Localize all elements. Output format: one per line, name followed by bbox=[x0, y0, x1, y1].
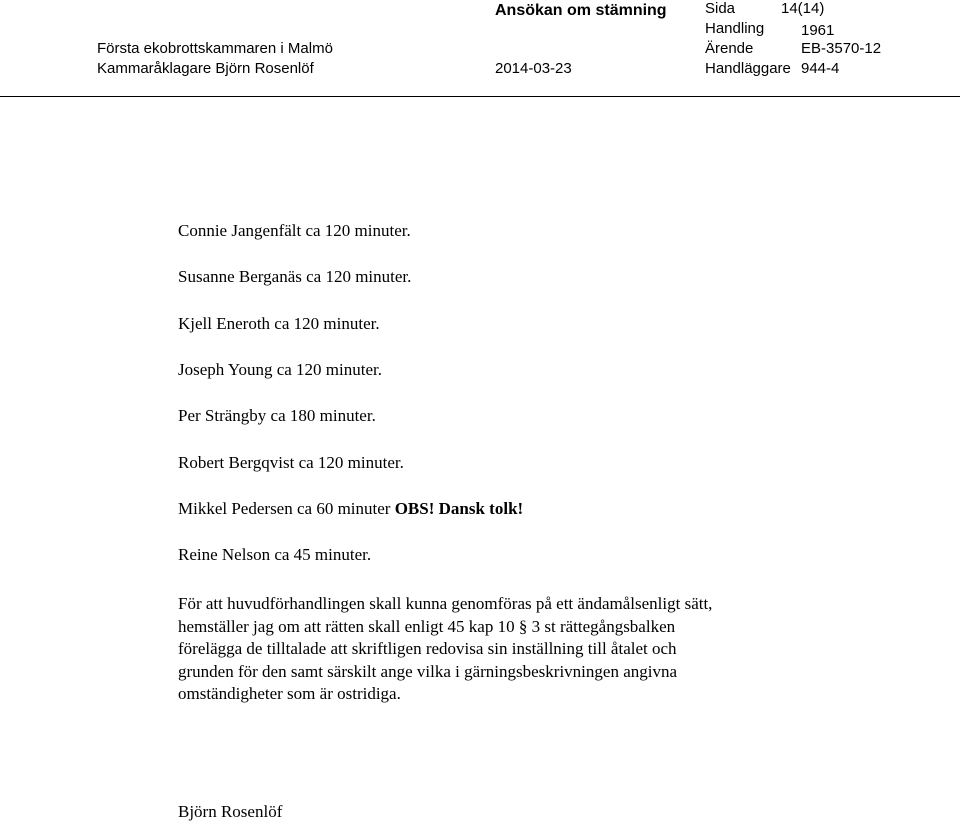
header-divider bbox=[0, 96, 960, 97]
paragraph-line: omständigheter som är ostridiga. bbox=[178, 684, 401, 703]
page-value: 14(14) bbox=[781, 0, 825, 17]
witness-line: Mikkel Pedersen ca 60 minuter bbox=[178, 499, 395, 518]
signature: Björn Rosenlöf bbox=[178, 802, 283, 821]
document-date: 2014-03-23 bbox=[495, 60, 572, 77]
case-value: EB-3570-12 bbox=[801, 40, 882, 57]
witness-line: Reine Nelson ca 45 minuter. bbox=[178, 545, 372, 564]
interpreter-note: OBS! Dansk tolk! bbox=[394, 499, 524, 518]
page-label: Sida bbox=[705, 0, 736, 17]
witness-line: Connie Jangenfält ca 120 minuter. bbox=[178, 221, 411, 240]
witness-line: Joseph Young ca 120 minuter. bbox=[178, 360, 382, 379]
handler-value: 944-4 bbox=[801, 60, 840, 77]
organization-name: Första ekobrottskammaren i Malmö bbox=[97, 40, 333, 57]
witness-line: Susanne Berganäs ca 120 minuter. bbox=[178, 267, 412, 286]
author-name: Kammaråklagare Björn Rosenlöf bbox=[97, 60, 314, 77]
witness-line: Kjell Eneroth ca 120 minuter. bbox=[178, 314, 380, 333]
document-title: Ansökan om stämning bbox=[495, 2, 667, 19]
paragraph-line: grunden för den samt särskilt ange vilka i gärningsbeskrivningen angivna bbox=[178, 661, 678, 681]
handler-label: Handläggare bbox=[705, 60, 791, 77]
document-value: 1961 bbox=[801, 22, 835, 39]
paragraph-line: förelägga de tilltalade att skriftligen redovisa sin inställning till åtalet och bbox=[178, 639, 677, 658]
paragraph-line: hemställer jag om att rätten skall enligt 45 kap 10 § 3 st rättegångsbalken bbox=[178, 616, 676, 636]
witness-line: Per Strängby ca 180 minuter. bbox=[178, 406, 376, 425]
request-paragraph bbox=[178, 593, 798, 706]
witness-line: Robert Bergqvist ca 120 minuter. bbox=[178, 453, 404, 472]
document-label: Handling bbox=[705, 20, 765, 37]
witness-line-with-note bbox=[178, 499, 523, 519]
paragraph-line: För att huvudförhandlingen skall kunna genomföras på ett ändamålsenligt sätt, bbox=[178, 594, 713, 613]
case-label: Ärende bbox=[705, 40, 754, 57]
